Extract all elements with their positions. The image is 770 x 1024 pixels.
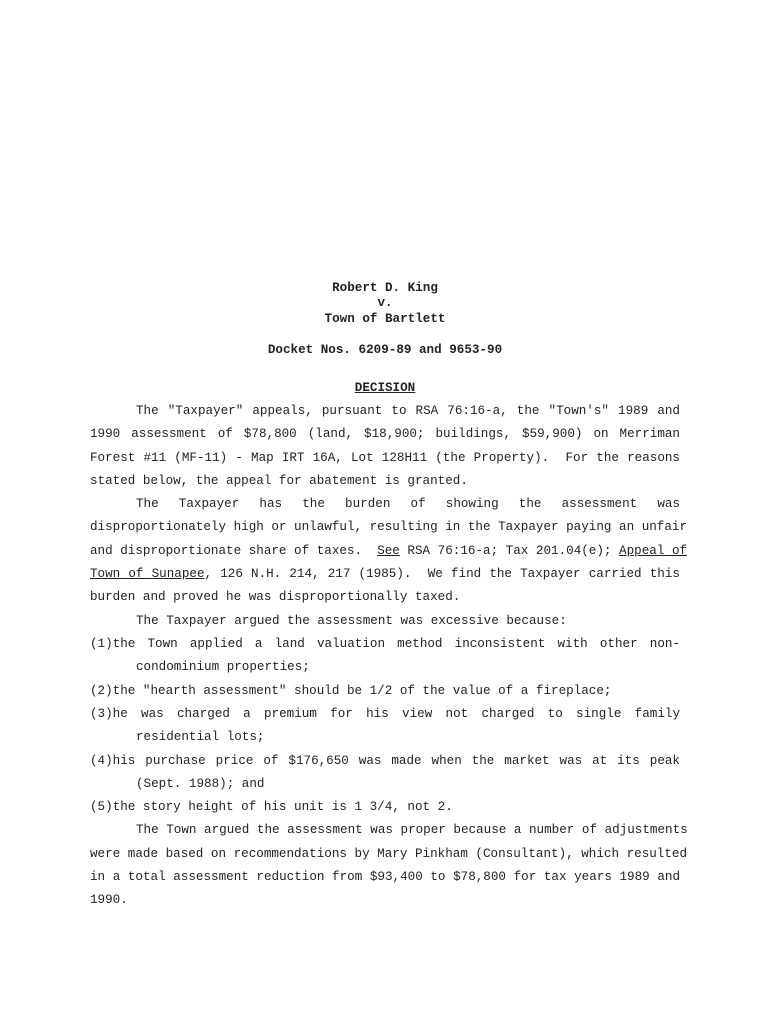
p1-line-4: stated below, the appeal for abatement is granted. (90, 474, 468, 488)
p4-line-2: were made based on recommendations by Mary Pinkham (Consultant), which resulted (90, 847, 688, 861)
see-signal: See (377, 544, 400, 558)
list-item-2: (2)the "hearth assessment" should be 1/2 of the value of a fireplace; (90, 684, 612, 698)
case-name-part-1: Appeal of (619, 544, 688, 558)
list-item-4-line-1: (4)his purchase price of $176,650 was made when the market was at its peak (90, 754, 680, 768)
list-item-3-line-1: (3)he was charged a premium for his view not charged to single family (90, 707, 680, 721)
p4-line-1: The Town argued the assessment was proper because a number of adjustments (136, 823, 688, 837)
p2-line-4: Town of Sunapee, 126 N.H. 214, 217 (1985). We find the Taxpayer carried this (90, 567, 680, 581)
p2-line-5: burden and proved he was disproportionally taxed. (90, 590, 461, 604)
party-one: Robert D. King (332, 281, 438, 295)
p1-line-3: Forest #11 (MF-11) - Map IRT 16A, Lot 128H11 (the Property). For the reasons (90, 451, 680, 465)
party-two: Town of Bartlett (324, 312, 446, 326)
p2-line-1: The Taxpayer has the burden of showing the assessment was (136, 497, 680, 511)
list-item-1-line-1: (1)the Town applied a land valuation method inconsistent with other non- (90, 637, 680, 651)
p1-line-2: 1990 assessment of $78,800 (land, $18,900; buildings, $59,900) on Merriman (90, 427, 680, 441)
p4-line-4: 1990. (90, 893, 128, 907)
versus: v. (377, 296, 393, 310)
p2-line-2: disproportionately high or unlawful, resulting in the Taxpayer paying an unfair (90, 520, 688, 534)
p1-line-1: The "Taxpayer" appeals, pursuant to RSA 76:16-a, the "Town's" 1989 and (136, 404, 680, 418)
p3-intro: The Taxpayer argued the assessment was excessive because: (136, 614, 567, 628)
case-name-part-2: Town of Sunapee (90, 567, 205, 581)
p2-line-3: and disproportionate share of taxes. See RSA 76:16-a; Tax 201.04(e); Appeal of (90, 544, 688, 558)
list-item-1-line-2: condominium properties; (136, 660, 310, 674)
list-item-3-line-2: residential lots; (136, 730, 265, 744)
list-item-5: (5)the story height of his unit is 1 3/4, not 2. (90, 800, 453, 814)
list-item-4-line-2: (Sept. 1988); and (136, 777, 265, 791)
p4-line-3: in a total assessment reduction from $93,400 to $78,800 for tax years 1989 and (90, 870, 680, 884)
decision-heading: DECISION (354, 381, 416, 395)
docket-numbers: Docket Nos. 6209-89 and 9653-90 (267, 343, 503, 357)
